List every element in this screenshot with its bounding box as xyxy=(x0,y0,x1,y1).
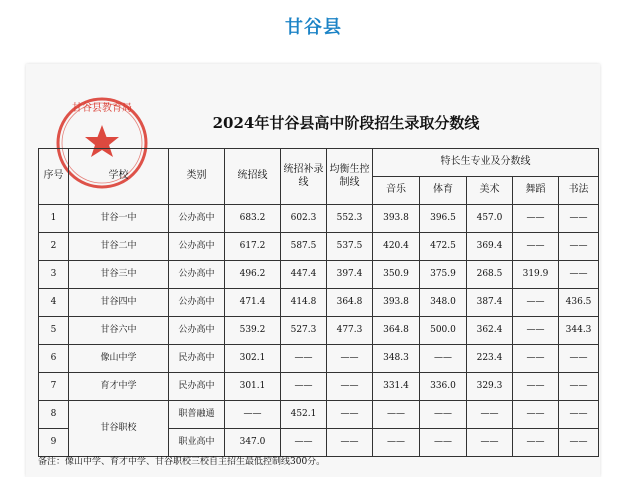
table-row xyxy=(39,373,599,401)
cell-school: 甘谷一中 xyxy=(69,205,169,233)
cell-index: 6 xyxy=(39,345,69,373)
cell-balanced: 552.3 xyxy=(327,205,373,233)
cell-calligraphy: 344.3 xyxy=(559,317,599,345)
cell-supplement: 452.1 xyxy=(281,401,327,429)
cell-music: 393.8 xyxy=(373,205,420,233)
cell-balanced: 477.3 xyxy=(327,317,373,345)
table-row xyxy=(39,317,599,345)
cell-dance: —— xyxy=(513,205,559,233)
cell-art: 362.4 xyxy=(467,317,513,345)
cell-supplement: 414.8 xyxy=(281,289,327,317)
cell-balanced: 397.4 xyxy=(327,261,373,289)
cell-dance: —— xyxy=(513,429,559,457)
col-general-line-header: 统招线 xyxy=(225,149,281,205)
cell-school: 像山中学 xyxy=(69,345,169,373)
cell-general: 347.0 xyxy=(225,429,281,457)
table-row xyxy=(39,233,599,261)
cell-art: 223.4 xyxy=(467,345,513,373)
table-row xyxy=(39,345,599,373)
footnote: 备注：像山中学、育才中学、甘谷职校三校自主招生最低控制线300分。 xyxy=(38,457,326,467)
col-supplement-line-header: 统招补录线 xyxy=(281,149,327,205)
cell-general: 539.2 xyxy=(225,317,281,345)
page-header xyxy=(0,0,627,52)
cell-pe: 375.9 xyxy=(420,261,467,289)
cell-supplement: 447.4 xyxy=(281,261,327,289)
cell-calligraphy: —— xyxy=(559,205,599,233)
col-school-header: 学校 xyxy=(69,149,169,205)
cell-art: 329.3 xyxy=(467,373,513,401)
cell-music: 420.4 xyxy=(373,233,420,261)
table-row xyxy=(39,289,599,317)
cell-music: —— xyxy=(373,401,420,429)
cell-school: 甘谷职校 xyxy=(69,401,169,457)
cell-pe: —— xyxy=(420,401,467,429)
cell-music: 364.8 xyxy=(373,317,420,345)
cell-calligraphy: —— xyxy=(559,373,599,401)
col-dance-header: 舞蹈 xyxy=(513,177,559,205)
cell-pe: —— xyxy=(420,345,467,373)
cell-pe: 500.0 xyxy=(420,317,467,345)
cell-type: 职普融通 xyxy=(169,401,225,429)
cell-supplement: 527.3 xyxy=(281,317,327,345)
cell-balanced: 537.5 xyxy=(327,233,373,261)
cell-general: 471.4 xyxy=(225,289,281,317)
cell-school: 甘谷三中 xyxy=(69,261,169,289)
cell-art: —— xyxy=(467,429,513,457)
cell-calligraphy: —— xyxy=(559,261,599,289)
cell-supplement: 587.5 xyxy=(281,233,327,261)
cell-general: 617.2 xyxy=(225,233,281,261)
cell-school: 甘谷六中 xyxy=(69,317,169,345)
cell-dance: —— xyxy=(513,233,559,261)
cell-type: 职业高中 xyxy=(169,429,225,457)
cell-school: 甘谷二中 xyxy=(69,233,169,261)
cell-general: 301.1 xyxy=(225,373,281,401)
col-specialty-group-header: 特长生专业及分数线 xyxy=(373,149,599,177)
cell-pe: 396.5 xyxy=(420,205,467,233)
cell-index: 3 xyxy=(39,261,69,289)
cell-type: 公办高中 xyxy=(169,205,225,233)
document-title: 2024年甘谷县高中阶段招生录取分数线 xyxy=(212,114,480,132)
cell-calligraphy: —— xyxy=(559,429,599,457)
cell-general: 302.1 xyxy=(225,345,281,373)
cell-music: 393.8 xyxy=(373,289,420,317)
cell-supplement: —— xyxy=(281,429,327,457)
cell-index: 8 xyxy=(39,401,69,429)
col-balanced-line-header: 均衡生控制线 xyxy=(327,149,373,205)
cell-supplement: —— xyxy=(281,373,327,401)
col-music-header: 音乐 xyxy=(373,177,420,205)
cell-type: 公办高中 xyxy=(169,317,225,345)
cell-balanced: 364.8 xyxy=(327,289,373,317)
cell-type: 公办高中 xyxy=(169,261,225,289)
cell-pe: 472.5 xyxy=(420,233,467,261)
cell-index: 2 xyxy=(39,233,69,261)
cell-music: 331.4 xyxy=(373,373,420,401)
cell-balanced: —— xyxy=(327,429,373,457)
cell-general: 683.2 xyxy=(225,205,281,233)
cell-dance: —— xyxy=(513,401,559,429)
cell-index: 7 xyxy=(39,373,69,401)
cell-pe: 336.0 xyxy=(420,373,467,401)
table-row xyxy=(39,261,599,289)
cell-school: 育才中学 xyxy=(69,373,169,401)
cell-type: 民办高中 xyxy=(169,345,225,373)
cell-calligraphy: —— xyxy=(559,345,599,373)
cell-index: 1 xyxy=(39,205,69,233)
cell-general: —— xyxy=(225,401,281,429)
cell-supplement: 602.3 xyxy=(281,205,327,233)
cell-index: 4 xyxy=(39,289,69,317)
page-title: 甘谷县 xyxy=(285,17,342,38)
cell-dance: —— xyxy=(513,317,559,345)
admission-score-table xyxy=(38,148,599,457)
cell-music: —— xyxy=(373,429,420,457)
cell-type: 公办高中 xyxy=(169,289,225,317)
col-pe-header: 体育 xyxy=(420,177,467,205)
col-index-header: 序号 xyxy=(39,149,69,205)
cell-art: 387.4 xyxy=(467,289,513,317)
cell-general: 496.2 xyxy=(225,261,281,289)
cell-type: 公办高中 xyxy=(169,233,225,261)
cell-art: 457.0 xyxy=(467,205,513,233)
cell-art: —— xyxy=(467,401,513,429)
cell-dance: —— xyxy=(513,289,559,317)
svg-text:甘谷县教育局: 甘谷县教育局 xyxy=(72,103,132,114)
cell-music: 350.9 xyxy=(373,261,420,289)
cell-dance: —— xyxy=(513,345,559,373)
cell-calligraphy: 436.5 xyxy=(559,289,599,317)
cell-school: 甘谷四中 xyxy=(69,289,169,317)
cell-calligraphy: —— xyxy=(559,401,599,429)
cell-art: 268.5 xyxy=(467,261,513,289)
cell-pe: 348.0 xyxy=(420,289,467,317)
cell-balanced: —— xyxy=(327,401,373,429)
cell-index: 5 xyxy=(39,317,69,345)
col-art-header: 美术 xyxy=(467,177,513,205)
cell-balanced: —— xyxy=(327,373,373,401)
cell-type: 民办高中 xyxy=(169,373,225,401)
cell-index: 9 xyxy=(39,429,69,457)
cell-dance: —— xyxy=(513,373,559,401)
cell-supplement: —— xyxy=(281,345,327,373)
cell-calligraphy: —— xyxy=(559,233,599,261)
cell-balanced: —— xyxy=(327,345,373,373)
cell-music: 348.3 xyxy=(373,345,420,373)
col-type-header: 类别 xyxy=(169,149,225,205)
table-row xyxy=(39,401,599,429)
cell-dance: 319.9 xyxy=(513,261,559,289)
table-row xyxy=(39,205,599,233)
cell-pe: —— xyxy=(420,429,467,457)
col-calligraphy-header: 书法 xyxy=(559,177,599,205)
cell-art: 369.4 xyxy=(467,233,513,261)
